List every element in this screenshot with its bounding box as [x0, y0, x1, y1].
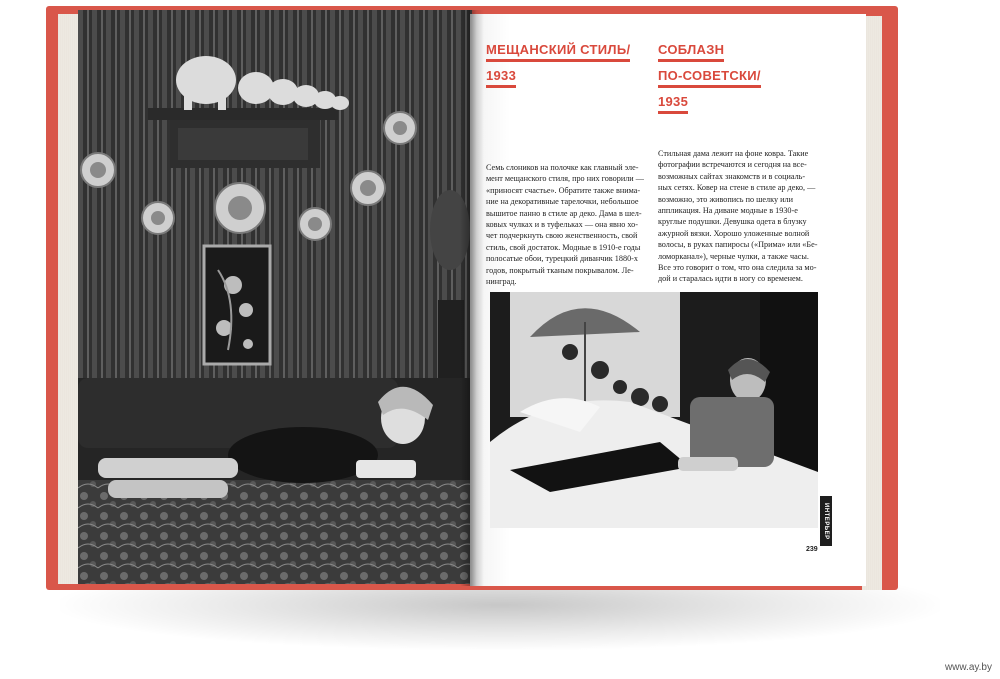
text-line: ажурной вязки. Хорошо уложенные волной [658, 228, 810, 238]
book-gutter [460, 10, 484, 586]
watermark: www.ay.by [944, 662, 992, 673]
text-line: мент мещанского стиля, про них говорили — [486, 174, 644, 184]
text-line: «приносят счастье». Обратите также внима- [486, 185, 641, 195]
right-page-photo [490, 292, 818, 528]
text-line: ковых чулках и в туфельках — она явно хо- [486, 220, 638, 230]
text-line: аппликация. На диване модные в 1930-е [658, 206, 798, 216]
vintage-photo-woman-on-sofa-icon [78, 10, 472, 584]
page-number: 239 [806, 546, 818, 553]
text-line: возможно, это живопись по шелку или [658, 194, 793, 204]
text-line: Стильная дама лежит на фоне ковра. Такие [658, 149, 809, 158]
heading-soblazn [658, 42, 761, 120]
text-line: волосы, в руках папиросы («Прима» или «Бе- [658, 240, 818, 250]
left-page-photo [78, 10, 472, 584]
right-page [470, 14, 866, 586]
text-line: полосатые обои, турецкий диванчик 1880-х [486, 254, 638, 264]
text-line: ние на декоративные тарелочки, небольшое [486, 197, 639, 207]
text-line: вышитое панно в стиле ар деко. Дама в шел- [486, 208, 642, 218]
heading-meshchansky [486, 42, 630, 94]
heading-left-year: 1933 [486, 68, 516, 88]
heading-right-title-2: ПО-СОВЕТСКИ/ [658, 68, 761, 88]
page-edges-left [58, 14, 80, 584]
text-line: стиль, свой достаток. Модные в 1910-е годы [486, 242, 641, 252]
text-line: возможных сайтах знакомств и в социаль- [658, 171, 806, 181]
text-line: круглые подушки. Девушка одета в блузку [658, 217, 807, 227]
text-line: фотографии встречаются и сегодня на все- [658, 160, 807, 170]
caption-text-left [486, 162, 658, 287]
vintage-photo-woman-reclining-icon [490, 292, 818, 528]
heading-right-year: 1935 [658, 94, 688, 114]
text-line: Семь слоников на полочке как главный эле- [486, 163, 639, 172]
heading-left-title: МЕЩАНСКИЙ СТИЛЬ/ [486, 42, 630, 62]
text-line: чет подчеркнуть свою женственность, свой [486, 231, 638, 241]
text-line: годов, покрытый тканым покрывалом. Ле- [486, 265, 634, 275]
text-line: нинград. [486, 277, 517, 287]
section-side-tab: ИНТЕРЬЕР [820, 496, 832, 546]
text-line: ных сетях. Ковер на стене в стиле ар деко, — [658, 183, 816, 193]
caption-text-right [658, 148, 834, 285]
text-line: ломорканал»), черные чулки, а также часы. [658, 251, 809, 261]
text-line: Все это говорит о том, что она следила за мо- [658, 263, 817, 273]
heading-right-title-1: СОБЛАЗН [658, 42, 724, 62]
text-line: дой и старалась идти в ногу со временем. [658, 274, 803, 284]
